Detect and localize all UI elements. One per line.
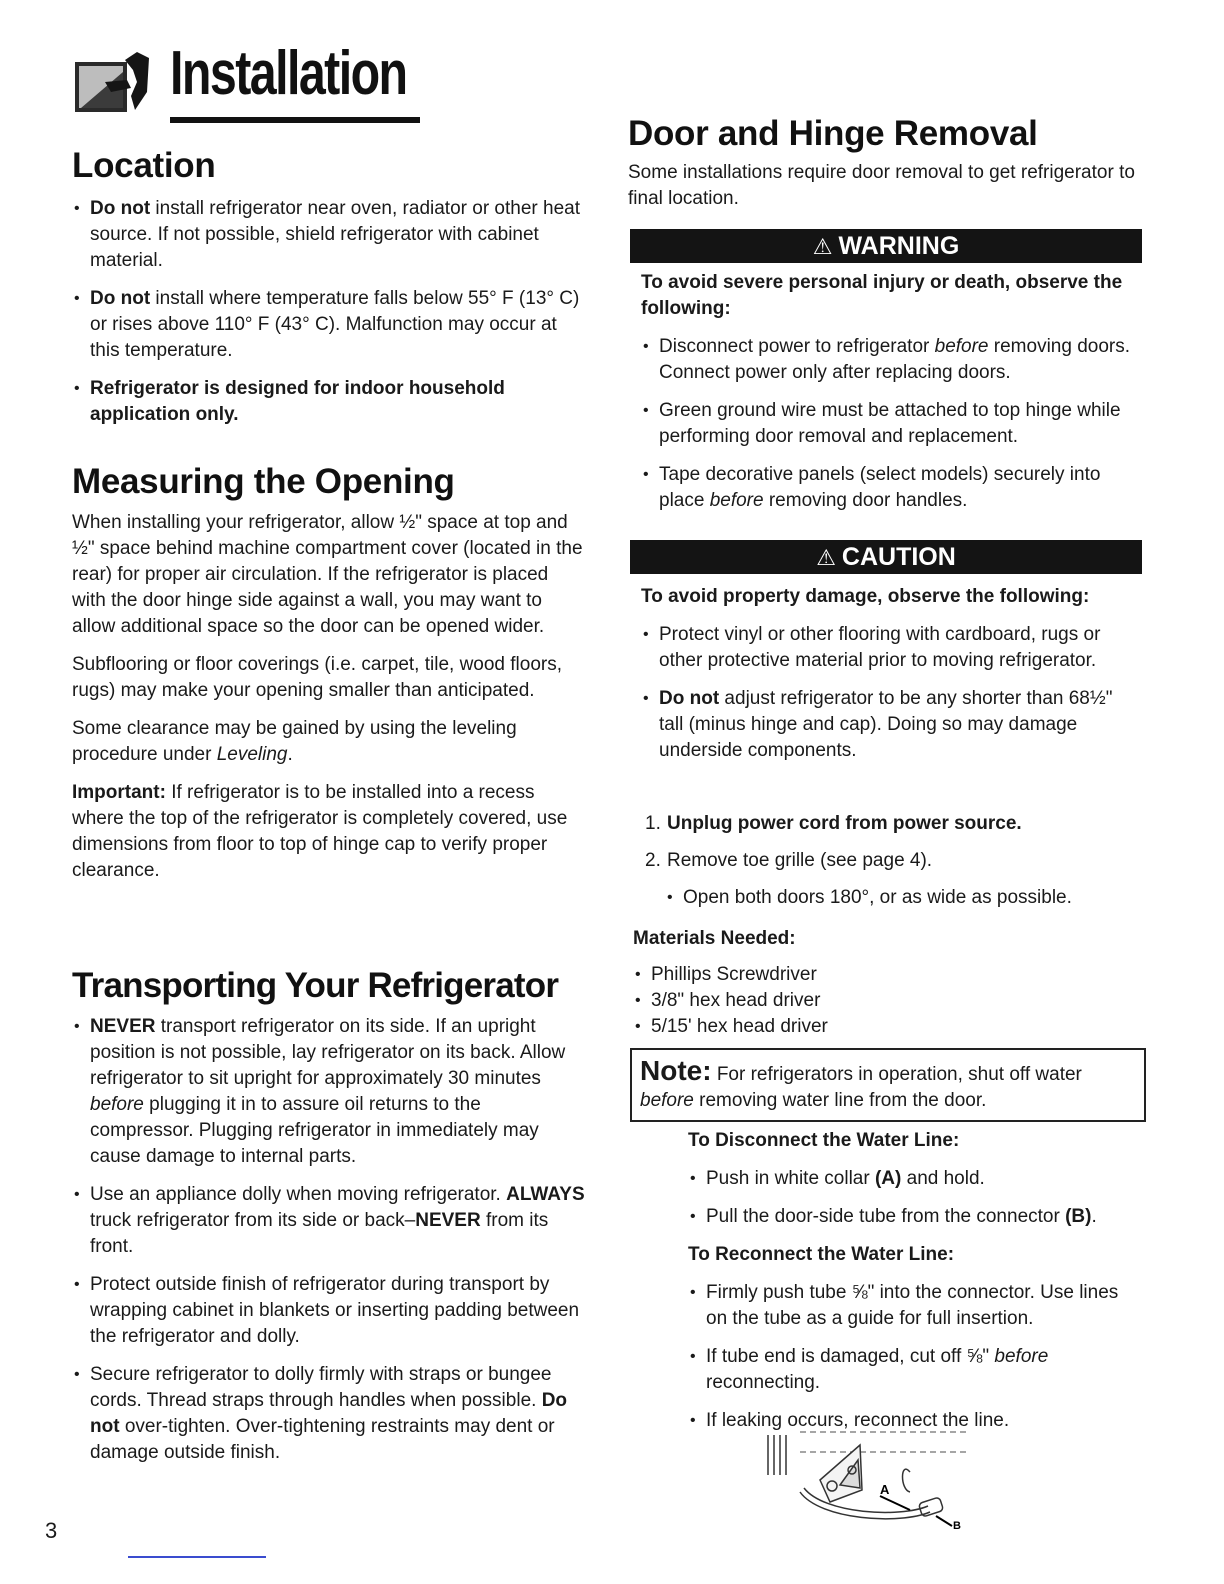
door-intro: Some installations require door removal to get refrigerator to final location. <box>628 162 1135 209</box>
page-number: 3 <box>45 1518 58 1543</box>
caution-banner <box>630 540 1142 574</box>
text: over-tighten. Over-tightening restraints may dent or damage outside finish. <box>90 1416 555 1463</box>
reconnect-section <box>688 1242 1138 1446</box>
transport-list <box>72 1014 587 1466</box>
list-item: • Protect vinyl or other flooring with cardboard, rugs or other protective material prior to moving refrigerator. <box>641 622 1141 674</box>
location-section <box>72 146 587 440</box>
text: reconnecting. <box>706 1372 821 1393</box>
italic-text: before <box>934 336 989 357</box>
steps <box>645 811 1135 923</box>
text: Some clearance may be gained by using the leveling procedure under <box>72 718 517 765</box>
bold-lead: NEVER <box>415 1210 481 1231</box>
list-item: • Green ground wire must be attached to top hinge while performing door removal and replacement. <box>641 398 1141 450</box>
measuring-paragraph-2: Subflooring or floor coverings (i.e. carpet, tile, wood floors, rugs) may make your opening smaller than anticipated. <box>72 654 563 701</box>
list-item <box>641 462 1141 514</box>
list-item: • Protect outside finish of refrigerator during transport by wrapping cabinet in blankets or inserting padding between the refrigerator and dolly. <box>72 1272 587 1350</box>
materials-heading: Materials Needed: <box>633 928 796 949</box>
text: plugging it in to assure oil returns to the compressor. Plugging refrigerator in immediately may cause damage to internal parts. <box>90 1094 539 1167</box>
text: and hold. <box>901 1168 985 1189</box>
text: removing water line from the door. <box>693 1090 987 1111</box>
list-item <box>641 334 1141 386</box>
bold-lead: Do not <box>90 198 151 219</box>
step-text: Unplug power cord from power source. <box>667 813 1022 834</box>
installation-icon <box>75 52 155 114</box>
bold-lead: Do not <box>90 1390 568 1437</box>
list-item <box>72 1182 587 1260</box>
text: For refrigerators in operation, shut off water <box>711 1064 1082 1085</box>
note-box <box>630 1048 1146 1122</box>
reconnect-list <box>688 1280 1138 1434</box>
text: removing door handles. <box>763 490 968 511</box>
text: truck refrigerator from its side or back– <box>90 1210 416 1231</box>
label-a: (A) <box>874 1168 902 1189</box>
step2-sublist <box>665 885 1135 911</box>
list-item <box>688 1344 1138 1396</box>
page-title: Installation <box>170 39 407 108</box>
water-line-diagram <box>760 1430 980 1530</box>
step-number: 1. <box>645 813 661 834</box>
bold-lead: Do not <box>90 288 151 309</box>
text: . <box>1091 1206 1097 1227</box>
item-text: install refrigerator near oven, radiator or other heat source. If not possible, shield refrigerator with cabinet material. <box>90 198 580 271</box>
caution-label: CAUTION <box>841 543 956 571</box>
italic-text: before <box>90 1094 144 1115</box>
italic-text: before <box>994 1346 1049 1367</box>
caution-content <box>641 584 1141 776</box>
text: from its front. <box>90 1210 549 1257</box>
caution-triangle-icon: ⚠ <box>816 545 836 570</box>
warning-triangle-icon: ⚠ <box>812 234 833 259</box>
text: Disconnect power to refrigerator <box>659 336 935 357</box>
list-item: • Phillips Screwdriver <box>633 962 1133 988</box>
warning-content <box>641 270 1141 526</box>
transport-heading: Transporting Your Refrigerator <box>72 966 559 1005</box>
text: Push in white collar <box>706 1168 875 1189</box>
label-b: (B) <box>1065 1206 1092 1227</box>
diagram-label-b: B <box>953 1520 961 1530</box>
list-item: • Firmly push tube ⅝" into the connector. Use lines on the tube as a guide for full insertion. <box>688 1280 1138 1332</box>
step-text: Remove toe grille (see page 4). <box>667 850 933 871</box>
italic-text: before <box>709 490 764 511</box>
bold-lead: Do not <box>659 688 720 709</box>
list-item <box>688 1204 1158 1230</box>
footer-rule <box>128 1556 266 1558</box>
italic-text: before <box>640 1090 694 1111</box>
warning-banner <box>630 229 1142 263</box>
materials-list <box>633 962 1133 1040</box>
warning-list <box>641 334 1141 514</box>
text: removing doors. Connect power only after replacing doors. <box>659 336 1131 383</box>
caution-list <box>641 622 1141 764</box>
leveling-reference: Leveling <box>216 744 288 765</box>
reconnect-heading: To Reconnect the Water Line: <box>688 1244 955 1265</box>
measuring-paragraph-4 <box>72 780 587 884</box>
location-list <box>72 196 587 428</box>
door-section <box>628 114 1143 212</box>
title-underline <box>170 117 420 123</box>
step-item <box>645 848 1135 874</box>
note-label: Note: <box>640 1055 712 1086</box>
measuring-paragraph-3 <box>72 716 587 768</box>
caution-subhead: To avoid property damage, observe the following: <box>641 586 1090 607</box>
materials-section <box>633 926 1133 1040</box>
bold-lead: ALWAYS <box>506 1184 585 1205</box>
text: If refrigerator is to be installed into a recess where the top of the refrigerator is completely covered, use dimensions from floor to top of hinge cap to verify proper clearance. <box>72 782 568 881</box>
list-item <box>641 686 1141 764</box>
diagram-label-a: A <box>880 1482 890 1497</box>
step-number: 2. <box>645 850 661 871</box>
list-item: • 5/15' hex head driver <box>633 1014 1133 1040</box>
disconnect-section <box>688 1128 1158 1242</box>
measuring-heading: Measuring the Opening <box>72 462 455 501</box>
text: transport refrigerator on its side. If an upright position is not possible, lay refrigerator on its back. Allow refrigerator to sit upright for approximately 30 minutes <box>90 1016 566 1089</box>
step-item <box>645 811 1135 837</box>
warning-label: WARNING <box>838 232 960 260</box>
text: If tube end is damaged, cut off ⅝" <box>706 1346 995 1367</box>
list-item: • If leaking occurs, reconnect the line. <box>688 1408 1138 1434</box>
measuring-section <box>72 462 587 884</box>
text: . <box>287 744 293 765</box>
transport-section <box>72 966 587 1478</box>
text: Tape decorative panels (select models) securely into place <box>659 464 1101 511</box>
warning-subhead: To avoid severe personal injury or death, observe the following: <box>641 272 1123 319</box>
list-item <box>72 376 587 428</box>
list-item: • 3/8" hex head driver <box>633 988 1133 1014</box>
list-item <box>72 1014 587 1170</box>
text: adjust refrigerator to be any shorter than 68½" tall (minus hinge and cap). Doing so may damage underside components. <box>659 688 1113 761</box>
location-heading: Location <box>72 146 216 185</box>
important-label: Important: <box>72 782 166 803</box>
steps-list <box>645 811 1135 874</box>
door-heading: Door and Hinge Removal <box>628 114 1038 153</box>
measuring-paragraph-1: When installing your refrigerator, allow ½" space at top and ½" space behind machine compartment cover (located in the rear) for proper air circulation. If the refrigerator is placed with the door hinge side against a wall, you may want to allow additional space so the door can be opened wider. <box>72 512 583 637</box>
item-text: install where temperature falls below 55° F (13° C) or rises above 110° F (43° C). Malfunction may occur at this temperature. <box>90 288 580 361</box>
list-item: • Open both doors 180°, or as wide as possible. <box>665 885 1135 911</box>
bold-lead: NEVER <box>90 1016 156 1037</box>
list-item <box>72 1362 587 1466</box>
list-item <box>72 286 587 364</box>
disconnect-heading: To Disconnect the Water Line: <box>688 1130 960 1151</box>
list-item <box>688 1166 1158 1192</box>
text: Pull the door-side tube from the connector <box>706 1206 1066 1227</box>
text: Secure refrigerator to dolly firmly with straps or bungee cords. Thread straps through handles when possible. <box>90 1364 552 1411</box>
bold-lead: Refrigerator is designed for indoor household application only. <box>90 378 505 425</box>
text: Use an appliance dolly when moving refrigerator. <box>90 1184 507 1205</box>
list-item <box>72 196 587 274</box>
disconnect-list <box>688 1166 1158 1230</box>
